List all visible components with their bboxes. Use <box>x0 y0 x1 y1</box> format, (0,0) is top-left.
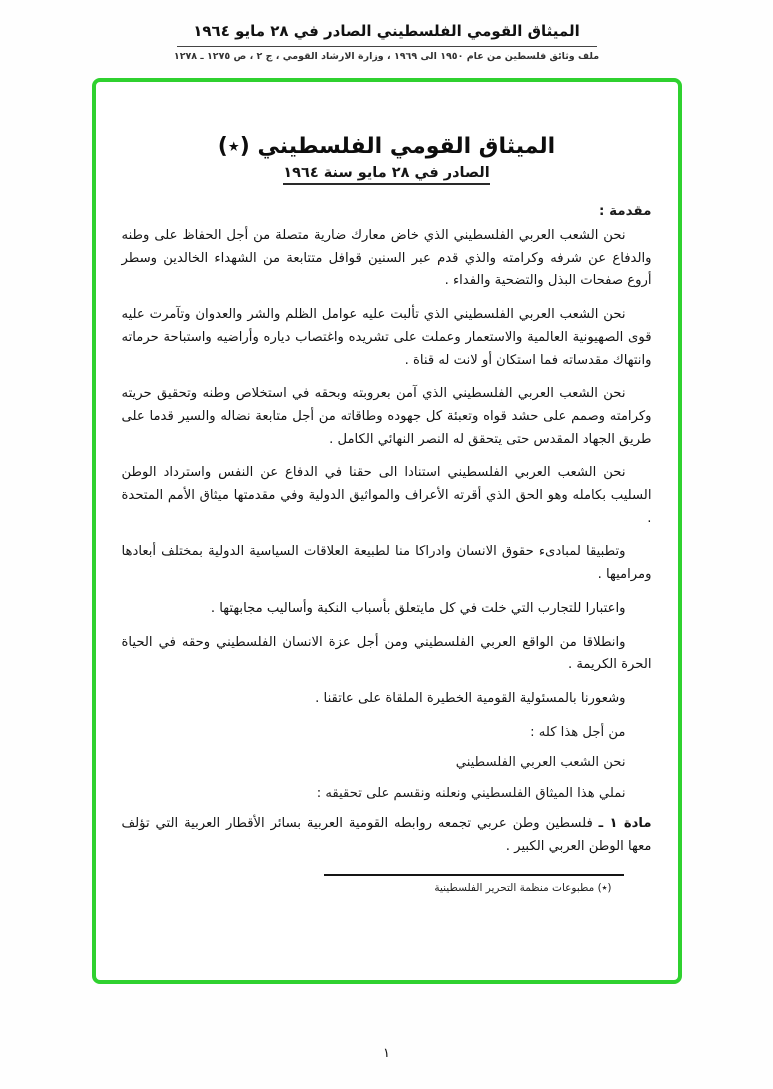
preamble-paragraph: نحن الشعب العربي الفلسطيني الذي آمن بعروبته وبحقه في استخلاص وطنه وتحقيق حريته وكرامته وصمم على حشد قواه وتعبئة كل جهوده وطاقاته من أجل متابعة نضاله والسير قدما على طريق الجهاد المقدس حتى يتحقق له النصر النهائي الكامل . <box>121 386 652 447</box>
section-heading-preamble: مقدمة : <box>598 203 652 219</box>
closing-lines <box>122 722 652 805</box>
preamble-paragraph: نحن الشعب العربي الفلسطيني استنادا الى حقنا في الدفاع عن النفس واسترداد الوطن السليب بكامله وهو الحق الذي أقرته الأعراف والمواثيق الدولية وفي مقدمتها ميثاق الأمم المتحدة . <box>121 465 652 526</box>
preamble-paragraph: وانطلاقا من الواقع العربي الفلسطيني ومن أجل عزة الانسان الفلسطيني وحقه في الحياة الحرة الكريمة . <box>121 634 652 673</box>
header-source-line: ملف وثائق فلسطين من عام ١٩٥٠ الى ١٩٦٩ ، وزارة الارشاد القومي ، ج ٢ ، ص ١٢٧٥ ـ ١٢٧٨ <box>173 51 600 62</box>
article-1-text: فلسطين وطن عربي تجمعه روابطه القومية العربية بسائر الأقطار العربية التي تؤلف معها الوطن العربي الكبير . <box>121 815 652 854</box>
page-number: ١ <box>383 1046 390 1061</box>
closing-line: من أجل هذا كله : <box>530 724 626 740</box>
document-title: الميثاق القومي الفلسطيني (٭) <box>217 134 556 159</box>
preamble-paragraph: وشعورنا بالمسئولية القومية الخطيرة الملقاة على عاتقنا . <box>315 690 626 706</box>
page-header <box>0 0 773 62</box>
closing-line: نحن الشعب العربي الفلسطيني <box>455 755 626 771</box>
header-title: الميثاق القومي الفلسطيني الصادر في ٢٨ مايو ١٩٦٤ <box>193 22 580 40</box>
preamble-paragraph: وتطبيقا لمبادىء حقوق الانسان وادراكا منا لطبيعة العلاقات السياسية الدولية بمختلف أبعادها ومراميها . <box>121 544 652 583</box>
footnote-divider <box>324 874 624 876</box>
preamble-body <box>122 225 652 711</box>
document-subtitle-text: الصادر في ٢٨ مايو سنة ١٩٦٤ <box>283 165 489 185</box>
preamble-paragraph: نحن الشعب العربي الفلسطيني الذي خاض معارك ضارية متصلة من أجل الحفاظ على وطنه والدفاع عن شرفه وكرامته والذي قدم عبر السنين قوافل متتابعة من الشهداء الخالدين وسطر أروع صفحات البذل والتضحية والفداء . <box>121 228 652 289</box>
preamble-paragraph: واعتبارا للتجارب التي خلت في كل مايتعلق بأسباب النكبة وأساليب مجابهتها . <box>210 600 626 616</box>
closing-line: نملي هذا الميثاق الفلسطيني ونعلنه ونقسم على تحقيقه : <box>316 785 626 801</box>
footnote: (٭) مطبوعات منظمة التحرير الفلسطينية <box>434 882 612 895</box>
header-divider <box>177 46 597 47</box>
preamble-paragraph: نحن الشعب العربي الفلسطيني الذي تألبت عليه عوامل الظلم والشر والعدوان وتآمرت عليه قوى الصهيونية العالمية والاستعمار وعملت على تشريده واغتصاب دياره وأراضيه واستباحة حرماته وانتهاك مقدساته فما استكان أو لانت له قناة . <box>121 307 652 368</box>
article-1 <box>122 813 652 858</box>
document-frame <box>92 78 682 984</box>
article-1-label: مادة ١ ـ <box>598 815 652 831</box>
document-subtitle <box>122 165 652 185</box>
